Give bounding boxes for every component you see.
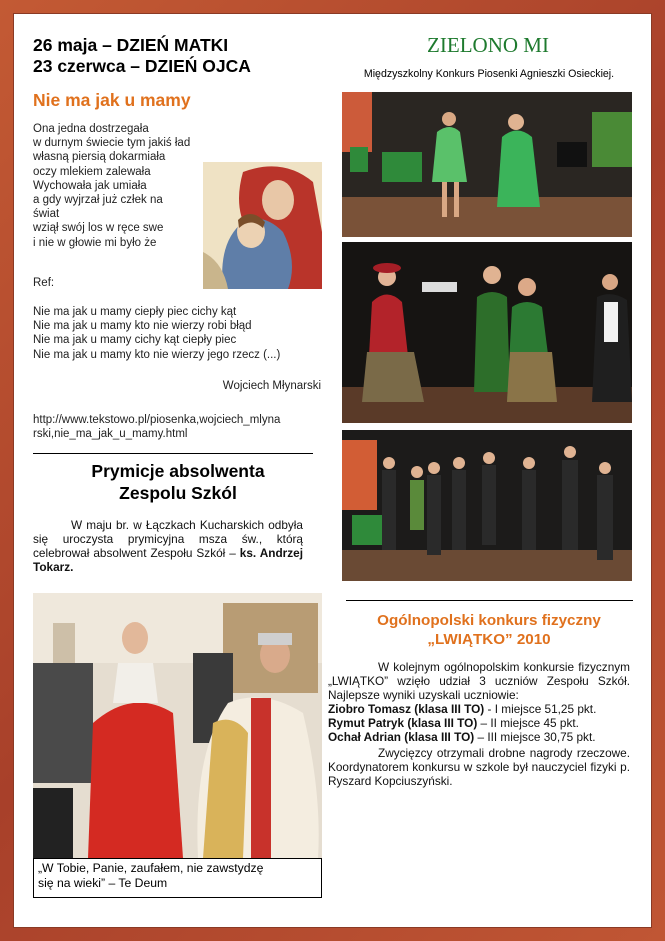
zielono-subtitle: Międzyszkolny Konkurs Piosenki Agnieszki Osieckiej. [363,68,615,80]
refrain-line: Nie ma jak u mamy kto nie wierzy robi błąd [33,320,252,333]
lwiatko-result [328,730,630,744]
poem-title: Nie ma jak u mamy [33,90,191,110]
result-name: Ochał Adrian (klasa III TO) [328,730,475,744]
poem-line: Wychowała jak umiała [33,179,147,192]
result-name: Rymut Patryk (klasa III TO) [328,716,478,730]
caption-line: „W Tobie, Panie, zaufałem, nie zawstydzę [38,861,264,875]
concert-photo-1 [342,92,632,237]
refrain-line: Nie ma jak u mamy kto nie wierzy jego rzecz (...) [33,348,281,361]
lwiatko-title-line: „LWIĄTKO” 2010 [427,631,551,648]
right-divider [346,600,633,601]
result-score: - I miejsce 51,25 pkt. [484,702,597,716]
zielono-title: ZIELONO MI [427,33,549,57]
poem-author: Wojciech Młynarski [222,380,321,392]
poem-line: świat [33,208,60,221]
prymicje-body: W maju br. w Łączkach Kucharskich odbyła się uroczysta prymicyjna msza św., którą celebrował absolwent Zespołu Szkół – [33,518,303,560]
source-url-line[interactable]: http://www.tekstowo.pl/piosenka,wojciech_mlyna [33,414,281,426]
prymicje-title-line: Prymicje absolwenta [91,461,265,481]
poem-line: własną piersią dokarmiała [33,151,166,164]
lwiatko-result [328,716,630,730]
source-url-line[interactable]: rski,nie_ma_jak_u_mamy.html [33,428,188,441]
prymicje-priest-name: ks. Andrzej Tokarz. [33,546,303,574]
refrain-line: Nie ma jak u mamy cichy kąt ciepły piec [33,334,237,347]
poem-line: oczy mlekiem zalewała [33,165,151,178]
result-score: – III miejsce 30,75 pkt. [474,730,596,744]
result-score: – II miejsce 45 pkt. [477,716,579,730]
lwiatko-title-line: Ogólnopolski konkurs fizyczny [377,612,601,629]
mother-painting [203,162,322,289]
date-father: 23 czerwca – DZIEŃ OJCA [33,56,251,76]
source-url[interactable] [33,413,333,441]
poem-line: Ona jedna dostrzegała [33,123,149,135]
poem-line: w durnym świecie tym jakiś ład [33,137,191,150]
prymicje-title [33,460,323,504]
date-mother: 26 maja – DZIEŃ MATKI [33,35,229,55]
prymicje-photo [33,593,322,858]
poem-line: i nie w głowie mi było że [33,236,157,249]
poem-line: a gdy wyjrzał już człek na [33,194,163,207]
left-divider [33,453,313,454]
poem-refrain [33,305,333,362]
poem-line: wziął swój los w ręce swe [33,222,164,235]
prymicje-title-line: Zespolu Szkól [119,483,237,503]
lwiatko-intro: W kolejnym ogólnopolskim konkursie fizycznym „LWIĄTKO” wzięło udział 3 uczniów Zespołu Szkół. Najlepsze wyniki uzyskali uczniowie: [328,660,630,702]
result-name: Ziobro Tomasz (klasa III TO) [328,702,485,716]
lwiatko-outro: Zwycięzcy otrzymali drobne nagrody rzeczowe. Koordynatorem konkursu w szkole był nauczyciel fizyki p. Ryszard Kopciuszyński. [328,746,630,788]
photo-caption [33,858,322,898]
lwiatko-result [328,702,630,716]
concert-photo-3 [342,430,632,581]
dates-heading [33,35,333,77]
refrain-line: Nie ma jak u mamy ciepły piec cichy kąt [33,306,237,318]
ref-label: Ref: [33,277,55,289]
lwiatko-title [343,611,635,649]
poem-verse [33,122,208,250]
concert-photo-2 [342,242,632,423]
caption-line: się na wieki” – Te Deum [38,876,168,890]
lwiatko-body [328,660,630,788]
prymicje-text [33,518,303,574]
newsletter-page [13,13,652,928]
